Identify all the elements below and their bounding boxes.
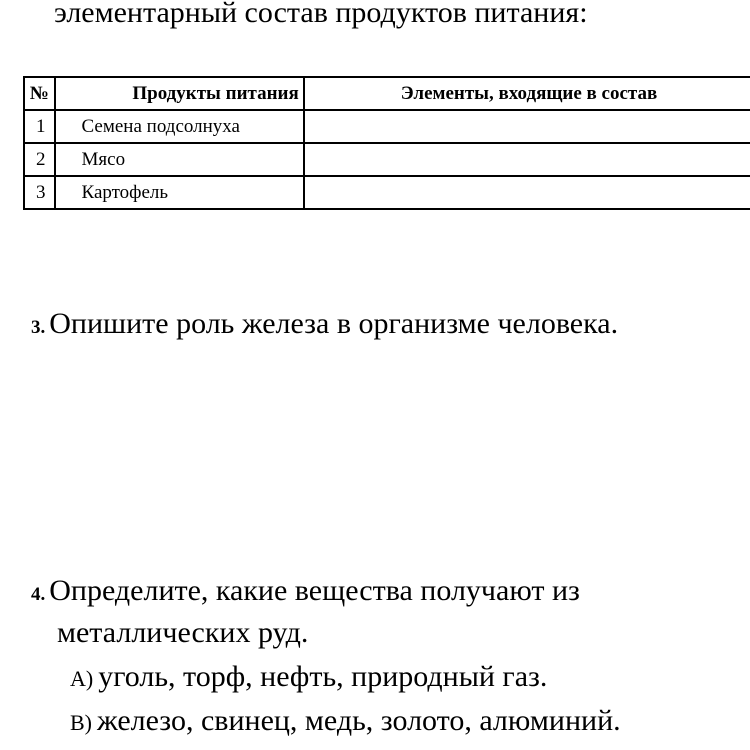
question-3 (31, 303, 618, 349)
row-product: Семена подсолнуха (55, 110, 304, 143)
option-a-text: уголь, торф, нефть, природный газ. (98, 660, 548, 693)
option-a-letter: А) (70, 666, 94, 691)
row-number: 3 (24, 176, 55, 209)
question-4-text-line1: Определите, какие вещества получают из (49, 574, 580, 607)
table-header-row (24, 77, 750, 110)
question-4-number: 4. (31, 584, 46, 605)
question-4 (31, 570, 580, 616)
answer-option-a[interactable] (70, 656, 547, 700)
row-product: Картофель (55, 176, 304, 209)
row-elements-cell[interactable] (304, 176, 750, 209)
question-3-number: 3. (31, 317, 46, 338)
intro-line: элементарный состав продуктов питания: (54, 0, 588, 29)
question-4-text-line2: металлических руд. (57, 616, 309, 649)
table-row (24, 176, 750, 209)
row-number: 1 (24, 110, 55, 143)
header-elements: Элементы, входящие в состав (304, 77, 750, 110)
header-product: Продукты питания (55, 77, 304, 110)
answer-option-b[interactable] (70, 700, 621, 744)
header-number: № (24, 77, 55, 110)
table-row (24, 110, 750, 143)
row-number: 2 (24, 143, 55, 176)
option-b-text: железо, свинец, медь, золото, алюминий. (97, 704, 621, 737)
row-elements-cell[interactable] (304, 110, 750, 143)
row-product: Мясо (55, 143, 304, 176)
row-elements-cell[interactable] (304, 143, 750, 176)
products-table (23, 76, 750, 210)
table-row (24, 143, 750, 176)
option-b-letter: В) (70, 710, 92, 735)
question-3-text: Опишите роль железа в организме человека. (49, 307, 619, 340)
